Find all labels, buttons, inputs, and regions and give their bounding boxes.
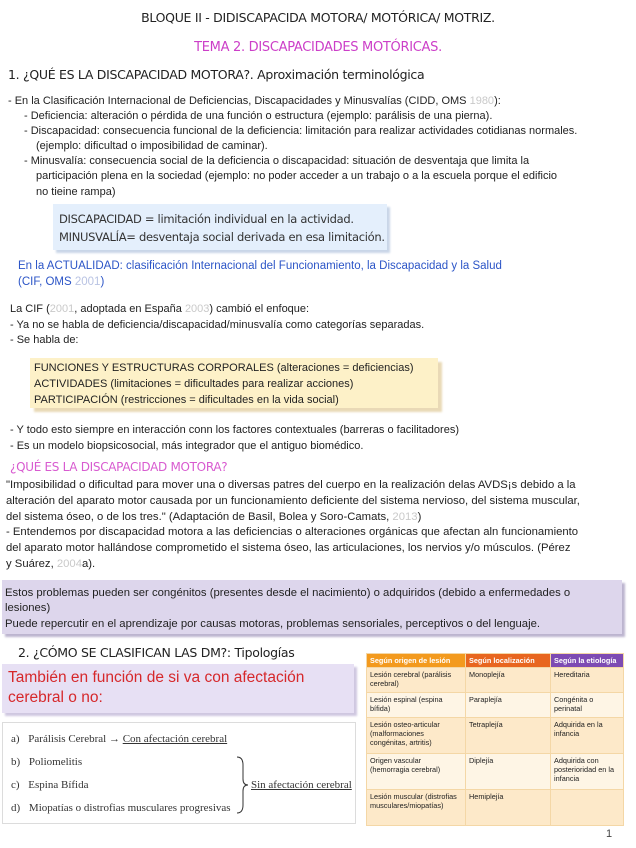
note-discapacidad: DISCAPACIDAD = limitación individual en la actividad.: [59, 212, 354, 226]
list-item: [11, 802, 231, 814]
page-number: 1: [606, 828, 613, 840]
quote-text: del sistema óseo, o de los tres." (Adaptación de Basil, Bolea y Soro-Camats,: [6, 511, 393, 523]
section2-heading: 2. ¿CÓMO SE CLASIFICAN LAS DM?: Tipologías: [18, 645, 295, 660]
cell-localizacion: Diplejía: [466, 754, 551, 790]
problemas-line2: lesiones): [5, 602, 51, 614]
deficiencia-item: - Deficiencia: alteración o pérdida de una función o estructura (ejemplo: parálisis de una pierna).: [24, 110, 493, 122]
cell-etiologia: Adquirida en la infancia: [551, 718, 624, 754]
interaccion-line: - Y todo esto siempre en interacción conn los factores contextuales (barreras o facilitadores): [10, 424, 459, 436]
se-habla: - Se habla de:: [10, 334, 79, 346]
cell-etiologia: [551, 790, 624, 826]
note-minusvalia: MINUSVALÍA= desventaja social derivada en esa limitación.: [59, 230, 385, 244]
cidd-intro: [8, 94, 501, 110]
section1-heading: 1. ¿QUÉ ES LA DISCAPACIDAD MOTORA?. Aproximación terminológica: [8, 67, 425, 82]
activities-item: ACTIVIDADES (limitaciones = dificultades para realizar acciones): [34, 378, 354, 390]
cell-localizacion: Paraplejía: [466, 693, 551, 718]
table-row: [367, 668, 624, 693]
tema-title: TEMA 2. DISCAPACIDADES MOTÓRICAS.: [194, 40, 442, 55]
modelo-line: - Es un modelo biopsicosocial, más integrador que el antiguo biomédico.: [10, 440, 364, 452]
brace-icon: [235, 755, 249, 815]
actualidad-year: 2001: [74, 276, 101, 288]
header-localizacion: Según localización: [466, 654, 551, 668]
table-row: [367, 718, 624, 754]
cell-etiologia: Congénita o perinatal: [551, 693, 624, 718]
list-text: Poliomelitis: [28, 756, 83, 768]
quote-line2: alteración del aparato motor causada por un funcionamiento deficiente del sistema nervioso, del sistema muscular,: [6, 495, 580, 507]
participation-item: PARTICIPACIÓN (restricciones = dificultades en la vida social): [34, 394, 339, 406]
list-text: Espina Bífida: [28, 779, 89, 791]
quote-close: ): [417, 511, 422, 523]
table-row: [367, 693, 624, 718]
table-header-row: [367, 654, 624, 668]
list-text: Miopatías o distrofias musculares progresivas: [28, 802, 231, 814]
cell-origen: Lesión espinal (espina bífida): [367, 693, 466, 718]
cif-year: 2001: [49, 303, 75, 315]
quote-year: 2013: [392, 511, 418, 523]
table-row: [367, 754, 624, 790]
entendemos-line2: del aparato motor hallándose comprometido el sistema óseo, las articulaciones, los nervios y/o músculos. (Pérez: [6, 542, 571, 554]
bloque-title: BLOQUE II - DIDISCAPACIDA MOTORA/ MOTÓRICA/ MOTRIZ.: [141, 10, 495, 25]
afectacion-text: También en función de si va con afectación cerebral o no:: [8, 669, 305, 706]
entendemos-close: a).: [82, 558, 96, 570]
entendemos-line3: [6, 557, 95, 573]
cell-localizacion: Monoplejía: [466, 668, 551, 693]
cell-etiologia: Adquirida con posterioridad en la infancia: [551, 754, 624, 790]
cell-origen: Lesión osteo-articular (malformaciones congénitas, artritis): [367, 718, 466, 754]
definition-note: [53, 204, 387, 250]
list-letter: d): [11, 802, 21, 814]
actualidad-line1: En la ACTUALIDAD: clasificación Internacional del Funcionamiento, la Discapacidad y la Salud: [18, 260, 502, 272]
minusvalia-line2: participación plena en la sociedad (ejemplo: no poder acceder a un trabajo o a la escuela porque el edificio: [36, 170, 558, 182]
afectacion-box: [2, 664, 354, 713]
list-text: Parálisis Cerebral: [28, 733, 107, 745]
cif-text-end: ) cambió el enfoque:: [209, 303, 310, 315]
list-item: [11, 733, 227, 745]
problemas-line3: Puede repercutir en el aprendizaje por causas motoras, problemas sensoriales, perceptivos o del lenguaje.: [5, 618, 541, 630]
functions-item: FUNCIONES Y ESTRUCTURAS CORPORALES (alteraciones = deficiencias): [34, 362, 414, 374]
arrow-icon: →: [108, 733, 120, 745]
cell-etiologia: Hereditaria: [551, 668, 624, 693]
list-letter: a): [11, 733, 20, 745]
list-letter: c): [11, 779, 20, 791]
cidd-year: 1980: [469, 95, 495, 107]
discapacidad-question: ¿QUÉ ES LA DISCAPACIDAD MOTORA?: [10, 460, 228, 474]
actualidad-line2: [18, 276, 104, 288]
header-etiologia: Según la etiología: [551, 654, 624, 668]
sin-afectacion-label: Sin afectación cerebral: [251, 779, 352, 791]
cell-origen: Lesión cerebral (parálisis cerebral): [367, 668, 466, 693]
cell-origen: Lesión muscular (distrofias musculares/miopatías): [367, 790, 466, 826]
con-afectacion-label: Con afectación cerebral: [122, 733, 228, 745]
minusvalia-item: - Minusvalía: consecuencia social de la deficiencia o discapacidad: situación de desventaja que limita la: [24, 155, 530, 167]
actualidad-close: ): [100, 276, 105, 288]
table-row: [367, 790, 624, 826]
entendemos-line1: - Entendemos por discapacidad motora a las deficiencias o alteraciones orgánicas que afectan aln funcionamiento: [6, 526, 579, 538]
quote-line1: "Imposibilidad o dificultad para mover una o diversas patres del cuerpo en la realización delas AVDS¡s debido a la: [6, 479, 576, 491]
cidd-intro-close: ):: [494, 95, 501, 107]
minusvalia-line3: no tieine rampa): [36, 186, 116, 198]
cif-text: La CIF (: [10, 303, 50, 315]
quote-line3: [6, 510, 421, 526]
cidd-intro-text: - En la Clasificación Internacional de Deficiencias, Discapacidades y Minusvalías (CIDD, OMS: [8, 95, 470, 107]
problemas-box: [2, 580, 622, 634]
cell-localizacion: Tetraplejía: [466, 718, 551, 754]
entendemos-year: 2004: [56, 558, 82, 570]
typology-table: [366, 653, 624, 826]
discapacidad-example: (ejemplo: dificultad o imposibilidad de caminar).: [36, 140, 268, 152]
entendemos-text: y Suárez,: [6, 558, 57, 570]
problemas-line1: Estos problemas pueden ser congénitos (presentes desde el nacimiento) o adquiridos (debido a enfermedades o: [5, 587, 571, 599]
no-se-habla: - Ya no se habla de deficiencia/discapacidad/minusvalía como categorías separadas.: [10, 319, 425, 331]
discapacidad-item: - Discapacidad: consecuencia funcional de la deficiencia: limitación para realizar actividades cotidianas normales.: [24, 125, 578, 137]
functions-box: [30, 358, 438, 408]
typology-table-wrap: [366, 653, 624, 827]
cif-line: [10, 302, 309, 318]
cell-origen: Origen vascular (hemorragia cerebral): [367, 754, 466, 790]
cell-localizacion: Hemiplejía: [466, 790, 551, 826]
cif-spain-year: 2003: [184, 303, 210, 315]
classification-list: [2, 722, 356, 824]
cif-text-mid: , adoptada en España: [74, 303, 185, 315]
list-item: [11, 756, 82, 768]
list-letter: b): [11, 756, 21, 768]
actualidad-text: (CIF, OMS: [18, 276, 75, 288]
header-origen: Según origen de lesión: [367, 654, 466, 668]
list-item: [11, 779, 88, 791]
